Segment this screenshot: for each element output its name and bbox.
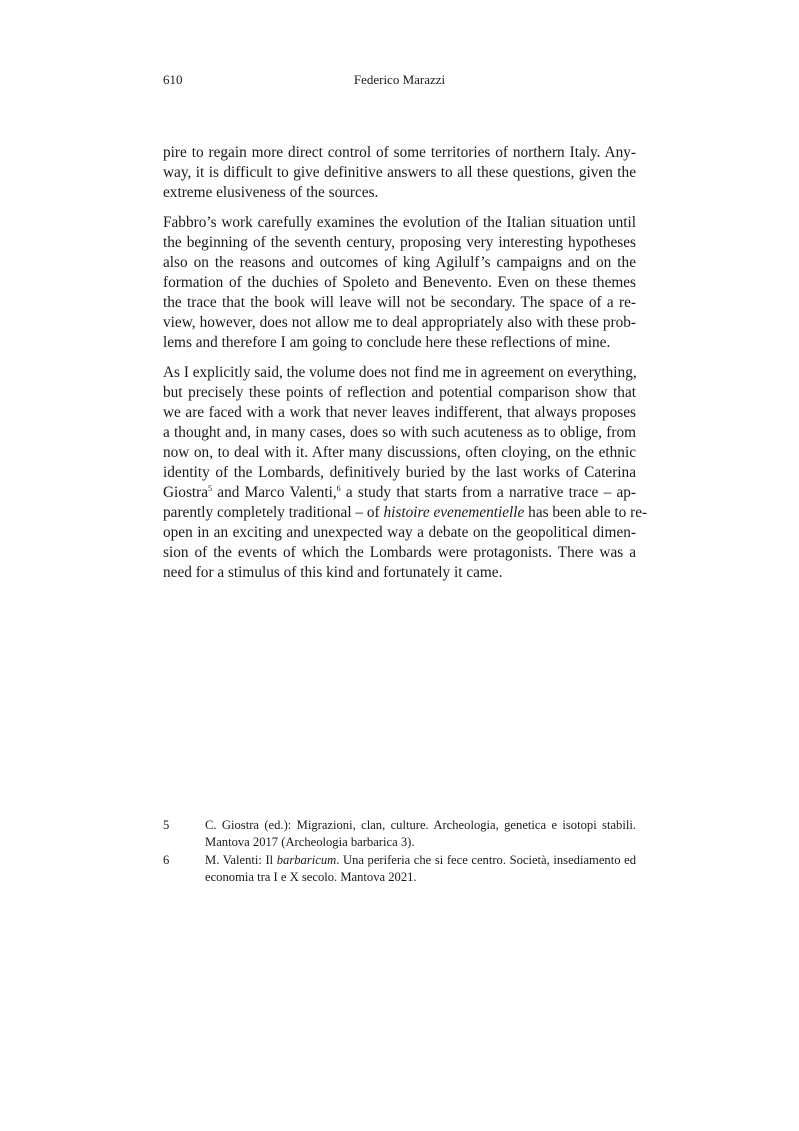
text-line: extreme elusiveness of the sources. [163,184,379,201]
text-line: the trace that the book will leave will not be secondary. The space of a re- [163,294,636,311]
text: and Marco Valenti, [212,484,337,501]
text-line: we are faced with a work that never leaves indifferent, that always proposes [163,404,636,421]
footnote-number: 5 [163,818,170,832]
text-line: pire to regain more direct control of some territories of northern Italy. Any- [163,144,636,161]
footnote-5 [163,817,636,851]
text-line: the beginning of the seventh century, proposing very interesting hypotheses [163,234,636,251]
paragraph [163,213,636,353]
text-line: As I explicitly said, the volume does not find me in agreement on everything, [163,364,637,381]
footnote-ref-6[interactable]: 6 [336,484,341,493]
text: . Una periferia che si fece centro. Società, insediamento ed [336,853,636,867]
text-line: sion of the events of which the Lombards were protagonists. There was a [163,544,636,561]
text-line: a thought and, in many cases, does so with such acuteness as to oblige, from [163,424,636,441]
text-line [163,483,636,503]
footnote-number: 6 [163,853,170,867]
text: a study that starts from a narrative trace – ap- [340,484,636,501]
text-line: lems and therefore I am going to conclude here these reflections of mine. [163,334,611,351]
footnote-ref-5[interactable]: 5 [208,484,213,493]
text-line: formation of the duchies of Spoleto and Benevento. Even on these themes [163,274,636,291]
paragraph [163,143,636,203]
text: M. Valenti: Il [205,853,277,867]
footnote-line: C. Giostra (ed.): Migrazioni, clan, culture. Archeologia, genetica e isotopi stabili. [205,818,636,832]
text-line: view, however, does not allow me to deal appropriately also with these prob- [163,314,636,331]
footnote-line: Mantova 2017 (Archeologia barbarica 3). [205,835,415,849]
text-line: also on the reasons and outcomes of king Agilulf’s campaigns and on the [163,254,636,271]
footnote-6 [163,852,636,886]
text-line: need for a stimulus of this kind and fortunately it came. [163,564,503,581]
text: parently completely traditional – of [163,504,384,521]
italic-term: barbaricum [276,853,337,867]
text-line: Fabbro’s work carefully examines the evolution of the Italian situation until [163,214,636,231]
running-header-author: Federico Marazzi [353,72,446,87]
text-line: way, it is difficult to give definitive answers to all these questions, given the [163,164,636,181]
text-line: but precisely these points of reflection and potential comparison show that [163,384,636,401]
page-number: 610 [163,72,183,87]
text-line [163,503,648,523]
text-line: identity of the Lombards, definitively buried by the last works of Caterina [163,464,636,481]
text-line: now on, to deal with it. After many discussions, often cloying, on the ethnic [163,444,636,461]
italic-term: histoire evenementielle [383,504,525,521]
footnote-line [205,852,636,869]
paragraph [163,363,648,583]
text-line: open in an exciting and unexpected way a debate on the geopolitical dimen- [163,524,636,541]
body-text [163,143,648,593]
text: has been able to re- [524,504,648,521]
footnote-line: economia tra I e X secolo. Mantova 2021. [205,870,417,884]
text: Giostra [163,484,209,501]
